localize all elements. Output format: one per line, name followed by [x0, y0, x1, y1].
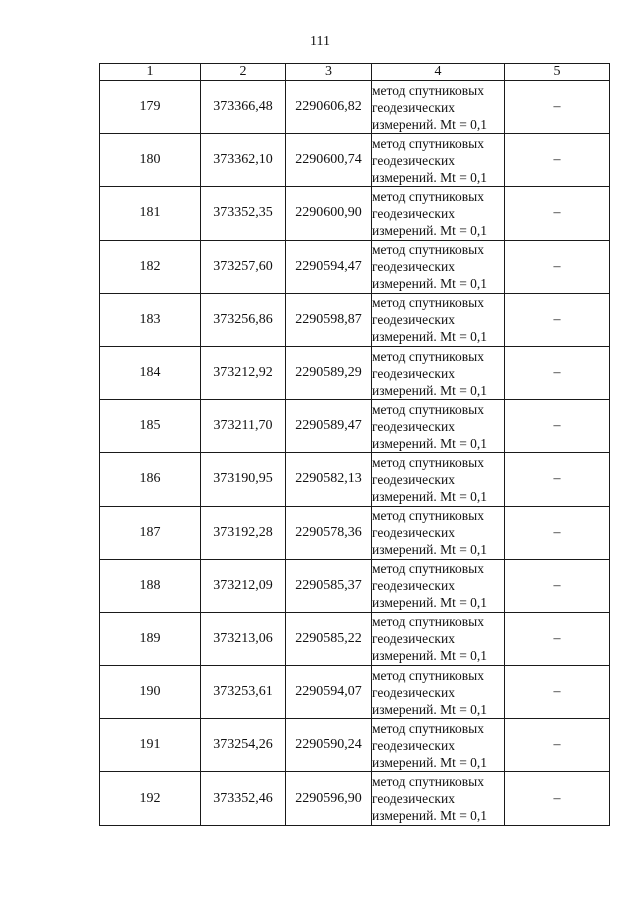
method-line-1: метод спутниковых [372, 135, 484, 151]
table-row [100, 612, 610, 665]
method-line-3: измерений. Mt = 0,1 [372, 488, 488, 504]
note-cell: – [505, 772, 610, 825]
table-row [100, 559, 610, 612]
x-coordinate-cell: 373254,26 [201, 719, 286, 772]
x-coordinate-cell: 373256,86 [201, 293, 286, 346]
note-cell: – [505, 506, 610, 559]
method-cell [372, 453, 505, 506]
table-row [100, 400, 610, 453]
y-coordinate-cell: 2290582,13 [286, 453, 372, 506]
y-coordinate-cell: 2290589,47 [286, 400, 372, 453]
x-coordinate-cell: 373257,60 [201, 240, 286, 293]
method-line-1: метод спутниковых [372, 82, 484, 98]
y-coordinate-cell: 2290596,90 [286, 772, 372, 825]
method-line-1: метод спутниковых [372, 348, 484, 364]
x-coordinate-cell: 373212,09 [201, 559, 286, 612]
note-cell: – [505, 346, 610, 399]
point-number-cell: 185 [100, 400, 201, 453]
y-coordinate-cell: 2290594,07 [286, 666, 372, 719]
method-line-2: геодезических [372, 312, 455, 328]
method-line-3: измерений. Mt = 0,1 [372, 382, 488, 398]
method-line-2: геодезических [372, 205, 455, 221]
method-line-3: измерений. Mt = 0,1 [372, 701, 488, 717]
method-line-2: геодезических [372, 259, 455, 275]
method-cell [372, 612, 505, 665]
method-line-1: метод спутниковых [372, 188, 484, 204]
note-cell: – [505, 187, 610, 240]
method-line-1: метод спутниковых [372, 242, 484, 258]
point-number-cell: 183 [100, 293, 201, 346]
method-line-2: геодезических [372, 684, 455, 700]
method-line-1: метод спутниковых [372, 295, 484, 311]
method-cell [372, 666, 505, 719]
y-coordinate-cell: 2290606,82 [286, 81, 372, 134]
table-row [100, 293, 610, 346]
method-line-2: геодезических [372, 631, 455, 647]
column-header-5: 5 [505, 64, 610, 81]
method-line-3: измерений. Mt = 0,1 [372, 648, 488, 664]
method-line-2: геодезических [372, 791, 455, 807]
y-coordinate-cell: 2290590,24 [286, 719, 372, 772]
method-line-3: измерений. Mt = 0,1 [372, 169, 488, 185]
y-coordinate-cell: 2290585,37 [286, 559, 372, 612]
method-line-2: геодезических [372, 471, 455, 487]
method-line-2: геодезических [372, 99, 455, 115]
x-coordinate-cell: 373212,92 [201, 346, 286, 399]
method-cell [372, 346, 505, 399]
point-number-cell: 186 [100, 453, 201, 506]
method-cell [372, 559, 505, 612]
method-line-3: измерений. Mt = 0,1 [372, 754, 488, 770]
note-cell: – [505, 400, 610, 453]
table-row [100, 772, 610, 825]
method-line-1: метод спутниковых [372, 774, 484, 790]
table-body [100, 81, 610, 826]
x-coordinate-cell: 373192,28 [201, 506, 286, 559]
table-row [100, 240, 610, 293]
method-line-3: измерений. Mt = 0,1 [372, 595, 488, 611]
column-header-3: 3 [286, 64, 372, 81]
x-coordinate-cell: 373366,48 [201, 81, 286, 134]
method-cell [372, 400, 505, 453]
method-line-1: метод спутниковых [372, 614, 484, 630]
point-number-cell: 190 [100, 666, 201, 719]
x-coordinate-cell: 373362,10 [201, 134, 286, 187]
y-coordinate-cell: 2290594,47 [286, 240, 372, 293]
note-cell: – [505, 134, 610, 187]
note-cell: – [505, 453, 610, 506]
method-cell [372, 772, 505, 825]
table-row [100, 453, 610, 506]
note-cell: – [505, 719, 610, 772]
method-line-3: измерений. Mt = 0,1 [372, 435, 488, 451]
method-line-2: геодезических [372, 525, 455, 541]
note-cell: – [505, 559, 610, 612]
point-number-cell: 179 [100, 81, 201, 134]
method-line-1: метод спутниковых [372, 667, 484, 683]
method-cell [372, 187, 505, 240]
method-cell [372, 293, 505, 346]
column-header-4: 4 [372, 64, 505, 81]
method-line-1: метод спутниковых [372, 561, 484, 577]
note-cell: – [505, 81, 610, 134]
point-number-cell: 188 [100, 559, 201, 612]
method-cell [372, 81, 505, 134]
method-line-3: измерений. Mt = 0,1 [372, 276, 488, 292]
point-number-cell: 184 [100, 346, 201, 399]
method-line-1: метод спутниковых [372, 401, 484, 417]
method-line-1: метод спутниковых [372, 720, 484, 736]
table-row [100, 506, 610, 559]
method-line-3: измерений. Mt = 0,1 [372, 222, 488, 238]
x-coordinate-cell: 373352,35 [201, 187, 286, 240]
point-number-cell: 191 [100, 719, 201, 772]
point-number-cell: 181 [100, 187, 201, 240]
x-coordinate-cell: 373253,61 [201, 666, 286, 719]
y-coordinate-cell: 2290600,74 [286, 134, 372, 187]
method-line-3: измерений. Mt = 0,1 [372, 329, 488, 345]
method-line-1: метод спутниковых [372, 508, 484, 524]
note-cell: – [505, 293, 610, 346]
y-coordinate-cell: 2290589,29 [286, 346, 372, 399]
x-coordinate-cell: 373190,95 [201, 453, 286, 506]
page-number: 111 [310, 34, 330, 49]
method-cell [372, 134, 505, 187]
x-coordinate-cell: 373352,46 [201, 772, 286, 825]
table-row [100, 719, 610, 772]
note-cell: – [505, 612, 610, 665]
method-line-2: геодезических [372, 418, 455, 434]
method-cell [372, 719, 505, 772]
method-line-3: измерений. Mt = 0,1 [372, 116, 488, 132]
y-coordinate-cell: 2290585,22 [286, 612, 372, 665]
y-coordinate-cell: 2290578,36 [286, 506, 372, 559]
method-line-2: геодезических [372, 365, 455, 381]
y-coordinate-cell: 2290598,87 [286, 293, 372, 346]
method-line-2: геодезических [372, 152, 455, 168]
y-coordinate-cell: 2290600,90 [286, 187, 372, 240]
table-row [100, 134, 610, 187]
method-line-1: метод спутниковых [372, 454, 484, 470]
method-cell [372, 506, 505, 559]
method-line-2: геодезических [372, 737, 455, 753]
point-number-cell: 189 [100, 612, 201, 665]
x-coordinate-cell: 373211,70 [201, 400, 286, 453]
table-header-row [100, 64, 610, 81]
method-line-3: измерений. Mt = 0,1 [372, 542, 488, 558]
note-cell: – [505, 240, 610, 293]
coordinates-table [99, 63, 610, 826]
table-row [100, 346, 610, 399]
point-number-cell: 192 [100, 772, 201, 825]
point-number-cell: 187 [100, 506, 201, 559]
table-row [100, 187, 610, 240]
note-cell: – [505, 666, 610, 719]
point-number-cell: 182 [100, 240, 201, 293]
method-line-2: геодезических [372, 578, 455, 594]
method-cell [372, 240, 505, 293]
point-number-cell: 180 [100, 134, 201, 187]
table-row [100, 81, 610, 134]
column-header-2: 2 [201, 64, 286, 81]
table-row [100, 666, 610, 719]
method-line-3: измерений. Mt = 0,1 [372, 808, 488, 824]
column-header-1: 1 [100, 64, 201, 81]
x-coordinate-cell: 373213,06 [201, 612, 286, 665]
